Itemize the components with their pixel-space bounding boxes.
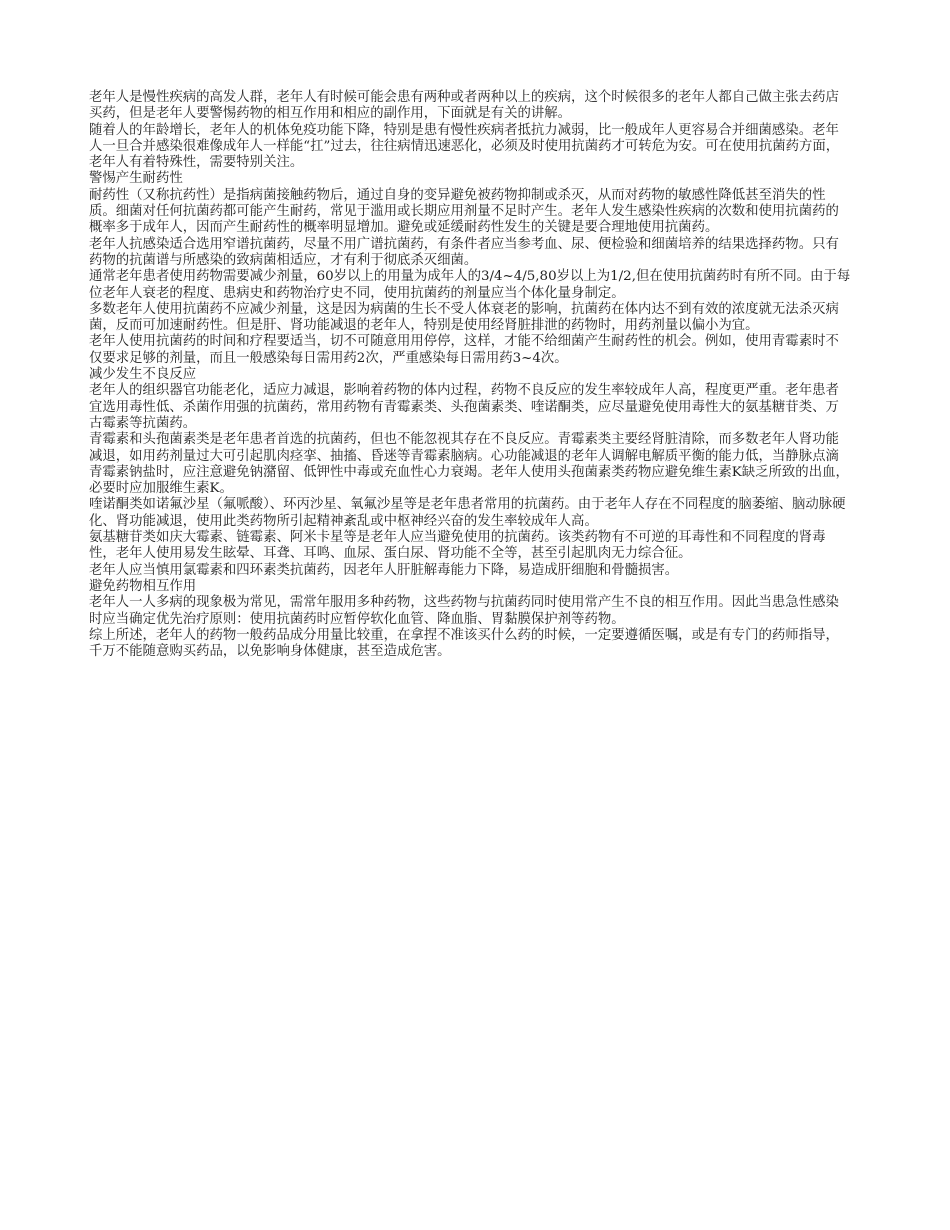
- article-body: [89, 90, 851, 660]
- paragraph-chloramphenicol: 老年人应当慎用氯霉素和四环素类抗菌药，因老年人肝脏解毒能力下降，易造成肝细胞和骨髓损害。: [89, 562, 679, 578]
- paragraph-intro: 老年人是慢性疾病的高发人群，老年人有时候可能会患有两种或者两种以上的疾病，这个时候很多的老年人都自己做主张去药店买药，但是老年人要警惕药物的相互作用和相应的副作用，下面就是有关的讲解。: [89, 90, 839, 122]
- paragraph-dosage: 通常老年患者使用药物需要减少剂量，60岁以上的用量为成年人的3/4~4/5,80岁以上为1/2,但在使用抗菌药时有所不同。由于每位老年人衰老的程度、患病史和药物治疗史不同，使用抗菌药的剂量应当个体化量身制定。: [89, 269, 851, 301]
- paragraph-narrow-spectrum: 老年人抗感染适合选用窄谱抗菌药，尽量不用广谱抗菌药，有条件者应当参考血、尿、便检验和细菌培养的结果选择药物。只有药物的抗菌谱与所感染的致病菌相适应，才有利于彻底杀灭细菌。: [89, 236, 839, 268]
- paragraph-penicillin: 青霉素和头孢菌素类是老年患者首选的抗菌药，但也不能忽视其存在不良反应。青霉素类主要经肾脏清除，而多数老年人肾功能减退，如用药剂量过大可引起肌肉痉挛、抽搐、昏迷等青霉素脑病。心功能减退的老年人调解电解质平衡的能力低，当静脉点滴青霉素钠盐时，应注意避免钠潴留、低钾性中毒或充血性心力衰竭。老年人使用头孢菌素类药物应避免维生素K缺乏所致的出血，必要时应加服维生素K。: [89, 432, 849, 497]
- section-heading-resistance: 警惕产生耐药性: [89, 171, 183, 187]
- paragraph-quinolones: 喹诺酮类如诺氟沙星（氟哌酸）、环丙沙星、氧氟沙星等是老年患者常用的抗菌药。由于老年人存在不同程度的脑萎缩、脑动脉硬化、肾功能减退，使用此类药物所引起精神紊乱或中枢神经兴奋的发生率较成年人高。: [89, 497, 846, 529]
- paragraph-no-dose-reduction: 多数老年人使用抗菌药不应减少剂量，这是因为病菌的生长不受人体衰老的影响，抗菌药在体内达不到有效的浓度就无法杀灭病菌，反而可加速耐药性。但是肝、肾功能减退的老年人，特别是使用经肾脏排泄的药物时，用药剂量以偏小为宜。: [89, 301, 839, 334]
- paragraph-resistance-definition: 耐药性（又称抗药性）是指病菌接触药物后，通过自身的变异避免被药物抑制或杀灭，从而对药物的敏感性降低甚至消失的性质。细菌对任何抗菌药都可能产生耐药，常见于滥用或长期应用剂量不足时产生。老年人发生感染性疾病的次数和使用抗菌药的概率多于成年人，因而产生耐药性的概率明显增加。避免或延缓耐药性发生的关键是要合理地使用抗菌药。: [89, 187, 839, 236]
- paragraph-conclusion: 综上所述，老年人的药物一般药品成分用量比较重，在拿捏不准该买什么药的时候，一定要遵循医嘱，或是有专门的药师指导，千万不能随意购买药品，以免影响身体健康，甚至造成危害。: [89, 627, 839, 660]
- paragraph-multi-drug: 老年人一人多病的现象极为常见，需常年服用多种药物，这些药物与抗菌药同时使用常产生不良的相互作用。因此当患急性感染时应当确定优先治疗原则：使用抗菌药时应暂停软化血管、降血脂、胃黏膜保护剂等药物。: [89, 595, 839, 627]
- paragraph-organ-aging: 老年人的组织器官功能老化，适应力减退，影响着药物的体内过程，药物不良反应的发生率较成年人高，程度更严重。老年患者宜选用毒性低、杀菌作用强的抗菌药，常用药物有青霉素类、头孢菌素类、喹诺酮类，应尽量避免使用毒性大的氨基糖苷类、万古霉素等抗菌药。: [89, 383, 839, 431]
- section-heading-interactions: 避免药物相互作用: [89, 578, 197, 594]
- paragraph-aminoglycosides: 氨基糖苷类如庆大霉素、链霉素、阿米卡星等是老年人应当避免使用的抗菌药。该类药物有不可逆的耳毒性和不同程度的肾毒性，老年人使用易发生眩晕、耳聋、耳鸣、血尿、蛋白尿、肾功能不全等，甚至引起肌肉无力综合征。: [89, 530, 826, 562]
- paragraph-immunity: 随着人的年龄增长，老年人的机体免疫功能下降，特别是患有慢性疾病者抵抗力减弱，比一般成年人更容易合并细菌感染。老年人一旦合并感染很难像成年人一样能“扛”过去，往往病情迅速恶化，必须及时使用抗菌药才可转危为安。可在使用抗菌药方面，老年人有着特殊性，需要特别关注。: [89, 122, 840, 171]
- paragraph-course-duration: 老年人使用抗菌药的时间和疗程要适当，切不可随意用用停停，这样，才能不给细菌产生耐药性的机会。例如，使用青霉素时不仅要求足够的剂量，而且一般感染每日需用药2次，严重感染每日需用药3~4次。: [89, 334, 839, 366]
- section-heading-adverse-reactions: 减少发生不良反应: [89, 367, 197, 383]
